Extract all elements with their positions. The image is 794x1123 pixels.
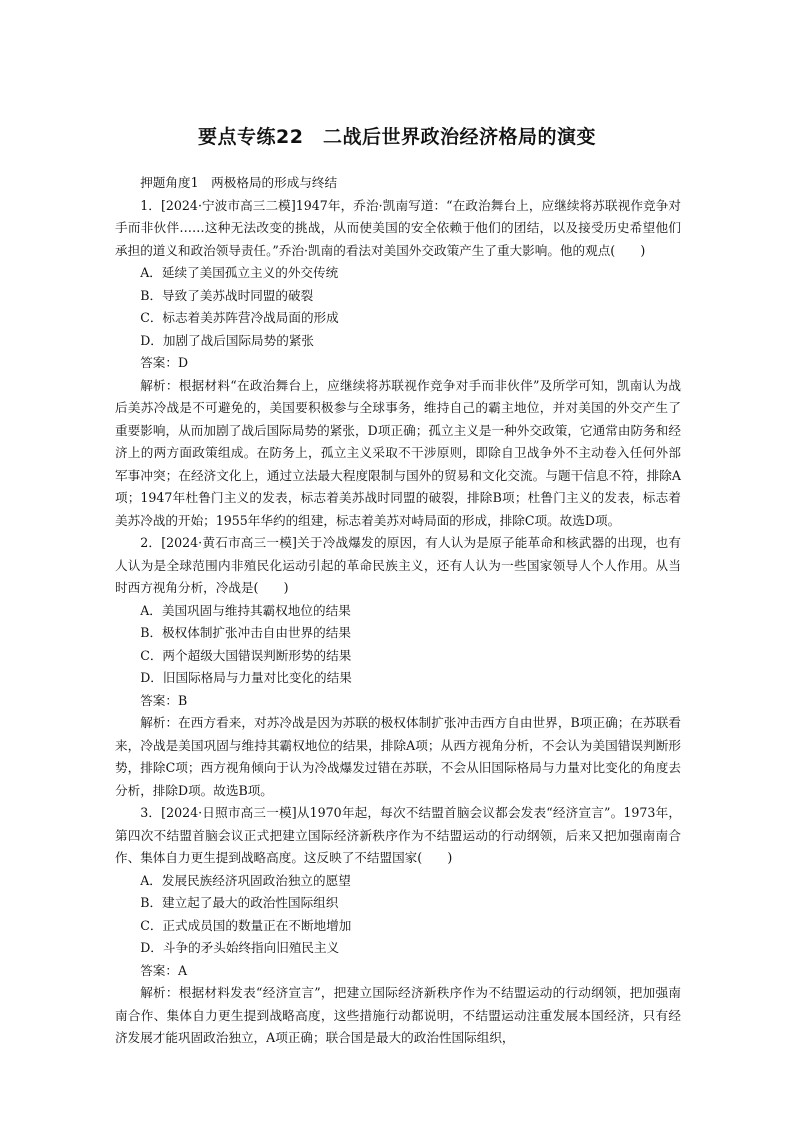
section-heading: 押题角度1 两极格局的形成与终结 xyxy=(140,175,338,190)
option-d: D．加剧了战后国际局势的紧张 xyxy=(140,332,315,348)
analysis-paragraph: 解析：根据材料“在政治舞台上，应继续将苏联视作竞争对手而非伙伴”及所学可知，凯南认为战后美苏冷战是不可避免的，美国要积极参与全球事务，维持自己的霸主地位，并对美国的外交产生了重要影响，从而加剧了战后国际局势的紧张，D项正确；孤立主义是一种外交政策，它通常由防务和经济上的两方面政策组成。在防务上，孤立主义采取不干涉原则，即除自卫战争外不主动卷入任何外部军事冲突；在经济文化上，通过立法最大程度限制与国外的贸易和文化交流。与题干信息不符，排除A项；1947年杜鲁门主义的发表，标志着美苏战时同盟的破裂，排除B项；杜鲁门主义的发表，标志着美苏冷战的开始；1955年华约的组建，标志着美苏对峙局面的形成，排除C项。故选D项。 xyxy=(115,377,681,528)
option-c: C．两个超级大国错误判断形势的结果 xyxy=(140,647,352,663)
question-stem: 1．[2024·宁波市高三二模]1947年，乔治·凯南写道：“在政治舞台上，应继续将苏联视作竞争对手而非伙伴……这种无法改变的挑战，从而使美国的安全依赖于他们的团结，以及接受历史希望他们承担的道义和政治领导责任。”乔治·凯南的看法对美国外交政策产生了重大影响。他的观点( ) xyxy=(115,197,681,258)
option-c: C．标志着美苏阵营冷战局面的形成 xyxy=(140,310,339,325)
question-block xyxy=(115,532,681,802)
option-b: B．建立起了最大的政治性国际组织 xyxy=(140,895,339,910)
question-block xyxy=(115,195,681,533)
option-a: A．美国巩固与维持其霸权地位的结果 xyxy=(140,602,351,618)
option-b: B．导致了美苏战时同盟的破裂 xyxy=(140,287,314,303)
question-stem: 3．[2024·日照市高三一模]从1970年起，每次不结盟首脑会议都会发表“经济宣言”。1973年，第四次不结盟首脑会议正式把建立国际经济新秩序作为不结盟运动的行动纲领，后来又把加强南南合作、集体自力更生提到战略高度。这反映了不结盟国家( ) xyxy=(115,805,681,865)
analysis-paragraph: 解析：根据材料发表“经济宣言”，把建立国际经济新秩序作为不结盟运动的行动纲领，把加强南南合作、集体自力更生提到战略高度，这些措施行动都说明，不结盟运动注重发展本国经济，只有经济发展才能巩固政治独立，A项正确；联合国是最大的政治性国际组织， xyxy=(115,985,681,1045)
option-d: D．旧国际格局与力量对比变化的结果 xyxy=(140,670,352,685)
answer-line: 答案：B xyxy=(140,692,188,708)
document-body xyxy=(115,172,681,1050)
answer-line: 答案：A xyxy=(140,962,188,978)
analysis-paragraph: 解析：在西方看来，对苏冷战是因为苏联的极权体制扩张冲击西方自由世界，B项正确；在苏联看来，冷战是美国巩固与维持其霸权地位的结果，排除A项；从西方视角分析，不会认为美国错误判断形势，排除C项；西方视角倾向于认为冷战爆发过错在苏联，不会从旧国际格局与力量对比变化的角度去分析，排除D项。故选B项。 xyxy=(115,715,681,798)
question-stem: 2．[2024·黄石市高三一模]关于冷战爆发的原因，有人认为是原子能革命和核武器的出现，也有人认为是全球范围内非殖民化运动引起的革命民族主义，还有人认为一些国家领导人个人作用。从当时西方视角分析，冷战是( ) xyxy=(115,535,681,595)
option-a: A．发展民族经济巩固政治独立的愿望 xyxy=(140,872,351,888)
page-title: 要点专练22 二战后世界政治经济格局的演变 xyxy=(198,126,596,148)
option-c: C．正式成员国的数量正在不断地增加 xyxy=(140,917,352,933)
option-a: A．延续了美国孤立主义的外交传统 xyxy=(140,265,339,280)
option-d: D．斗争的矛头始终指向旧殖民主义 xyxy=(140,940,340,955)
option-b: B．极权体制扩张冲击自由世界的结果 xyxy=(140,625,351,640)
answer-line: 答案：D xyxy=(140,355,189,370)
question-block xyxy=(115,802,681,1050)
